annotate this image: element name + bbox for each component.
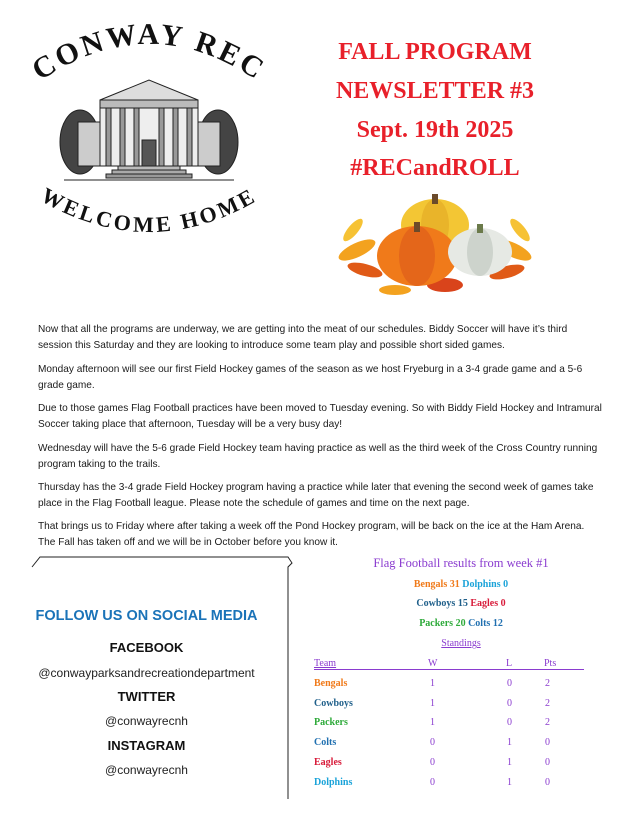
row-points: 2 (545, 698, 550, 709)
row-losses: 1 (507, 737, 512, 748)
game-result-3 (318, 618, 604, 629)
row-losses: 1 (507, 777, 512, 788)
logo-top-text: CONWAY REC (26, 22, 272, 87)
row-wins: 1 (430, 717, 435, 728)
logo-bottom-text: WELCOME HOME (37, 182, 261, 238)
standings-link[interactable]: Standings (441, 638, 481, 649)
game2-away-score: 0 (500, 598, 506, 609)
row-points: 0 (545, 757, 550, 768)
row-team: Colts (314, 737, 337, 748)
row-wins: 0 (430, 777, 435, 788)
col-w-header: W (428, 658, 438, 669)
game1-home-team: Bengals (413, 579, 448, 590)
social-media-heading: FOLLOW US ON SOCIAL MEDIA (35, 608, 258, 624)
row-losses: 0 (507, 717, 512, 728)
game1-home-score: 31 (449, 579, 460, 590)
facebook-label: FACEBOOK (109, 640, 184, 655)
instagram-handle-link[interactable]: @conwayrecnh (105, 763, 188, 777)
game3-away-team: Colts (468, 618, 491, 629)
newsletter-date: Sept. 19th 2025 (356, 117, 514, 143)
col-l-header: L (506, 658, 513, 669)
paragraph-thursday: Thursday has the 3-4 grade Field Hockey program having a practice while later that evening the second week of games take place in the Flag Football league. Please note the schedule of games and time on the next page. (38, 482, 594, 509)
game2-home-team: Cowboys (416, 598, 456, 609)
paragraph-field-hockey: Monday afternoon will see our first Field Hockey games of the season as we host Fryeburg in a 3-4 grade game and a 5-6 grade game. (38, 364, 583, 391)
conway-rec-logo (18, 22, 280, 262)
game1-away-team: Dolphins (462, 579, 501, 590)
svg-text:WELCOME HOME (37, 182, 261, 237)
paragraph-wednesday: Wednesday will have the 5-6 grade Field Hockey team having practice as well as the third week of the Cross Country running program taking to the trails. (38, 443, 598, 470)
paragraph-biddy-soccer: Now that all the programs are underway, we are getting into the meat of our schedules. Biddy Soccer will have it’s third session this Saturday and they are looking to introduce some team play and possible short sided games. (38, 324, 568, 351)
town-hall-building-icon (60, 80, 238, 180)
row-losses: 0 (507, 698, 512, 709)
row-points: 0 (545, 777, 550, 788)
game3-away-score: 12 (492, 618, 503, 629)
row-team: Eagles (314, 757, 342, 768)
row-wins: 0 (430, 737, 435, 748)
row-wins: 1 (430, 678, 435, 689)
flag-football-results-title: Flag Football results from week #1 (373, 556, 549, 570)
facebook-handle-link[interactable]: @conwayparksandrecreationdepartment (38, 666, 255, 680)
newsletter-title-line2: NEWSLETTER #3 (335, 78, 535, 104)
newsletter-hashtag: #RECandROLL (350, 155, 520, 181)
twitter-label: TWITTER (117, 689, 176, 704)
row-losses: 1 (507, 757, 512, 768)
game2-away-team: Eagles (470, 598, 499, 609)
row-team: Dolphins (314, 777, 353, 788)
game3-home-team: Packers (419, 618, 454, 629)
twitter-handle-link[interactable]: @conwayrecnh (105, 714, 188, 728)
row-wins: 0 (430, 757, 435, 768)
game1-away-score: 0 (503, 579, 509, 590)
instagram-label: INSTAGRAM (107, 738, 186, 753)
game-result-1 (318, 579, 604, 590)
row-wins: 1 (430, 698, 435, 709)
col-team-header: Team (314, 658, 337, 669)
row-points: 0 (545, 737, 550, 748)
row-team: Cowboys (314, 698, 353, 709)
row-team: Packers (314, 717, 348, 728)
game2-home-score: 15 (457, 598, 468, 609)
paragraph-friday: That brings us to Friday where after taking a week off the Pond Hockey program, will be back on the ice at the Ham Arena. The Fall has taken off and we will be in October before you know it. (38, 521, 585, 548)
paragraph-tuesday: Due to those games Flag Football practices have been moved to Tuesday evening. So with Biddy Field Hockey and Intramural Soccer taking place that afternoon, Tuesday will be a very busy day! (38, 403, 602, 430)
newsletter-title-line1: FALL PROGRAM (338, 39, 532, 65)
game3-home-score: 20 (455, 618, 466, 629)
standings-header-divider (314, 669, 584, 670)
row-points: 2 (545, 717, 550, 728)
svg-text:CONWAY REC (26, 22, 272, 87)
game-result-2 (318, 598, 604, 609)
row-losses: 0 (507, 678, 512, 689)
row-points: 2 (545, 678, 550, 689)
row-team: Bengals (314, 678, 348, 689)
col-pts-header: Pts (544, 658, 557, 669)
autumn-pumpkins-illustration (335, 190, 535, 300)
